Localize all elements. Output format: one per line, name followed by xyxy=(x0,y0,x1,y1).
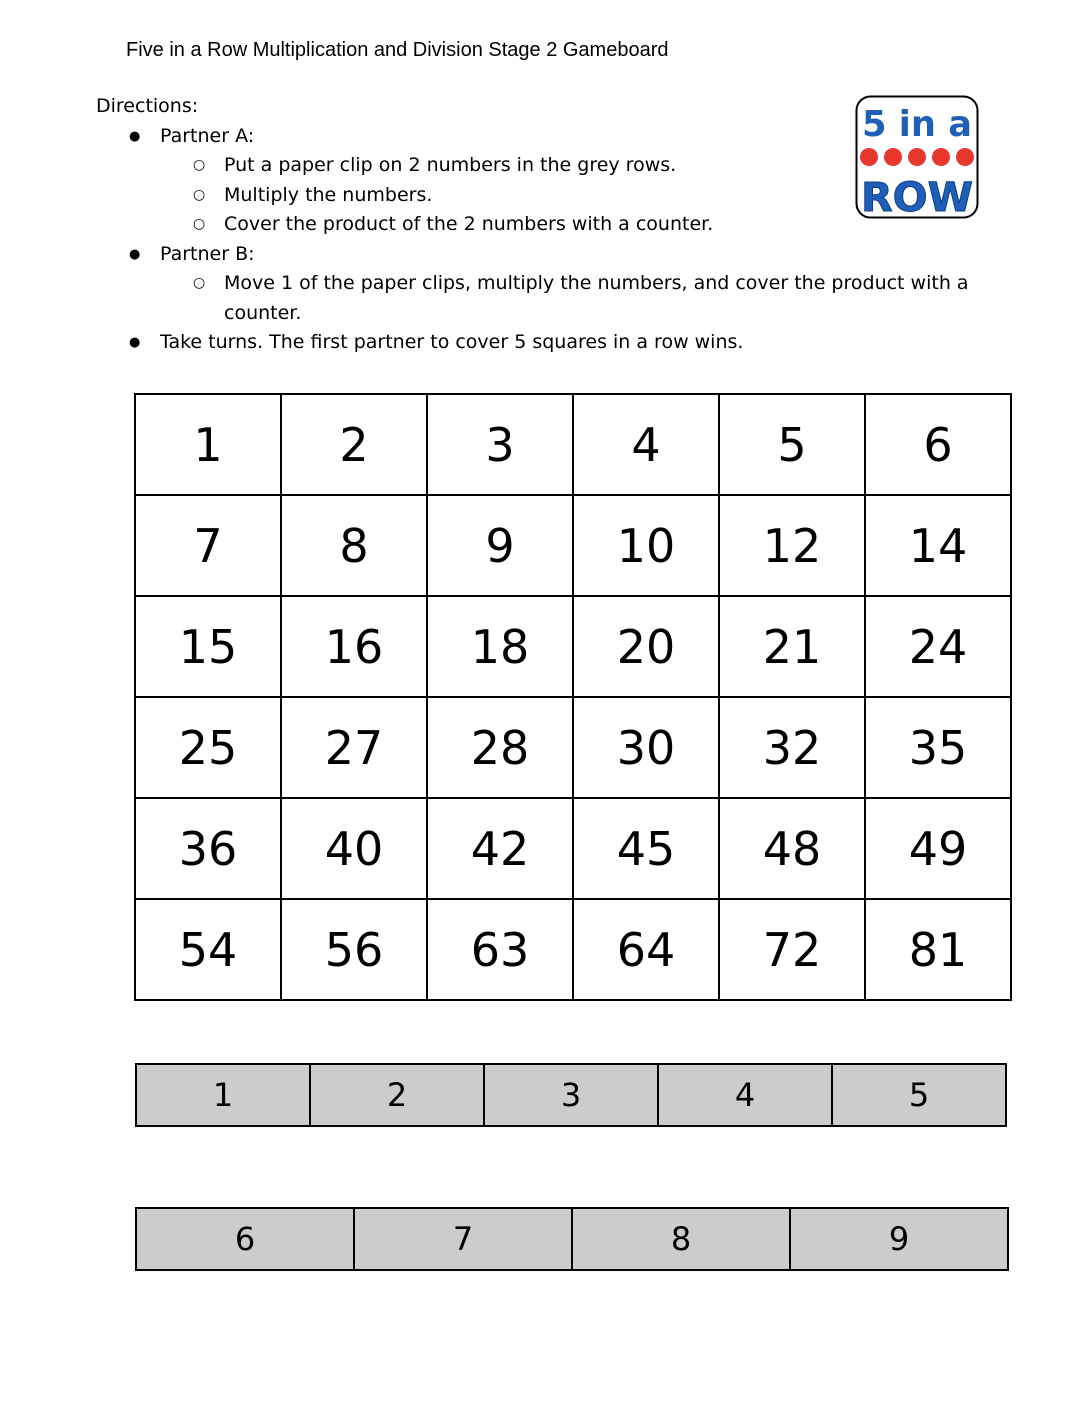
board-cell[interactable]: 8 xyxy=(281,495,427,596)
factor-cell[interactable]: 7 xyxy=(354,1208,572,1270)
board-cell[interactable]: 18 xyxy=(427,596,573,697)
factor-cell[interactable]: 6 xyxy=(136,1208,354,1270)
board-cell[interactable]: 14 xyxy=(865,495,1011,596)
board-row xyxy=(135,596,1011,697)
board-cell[interactable]: 56 xyxy=(281,899,427,1000)
board-cell[interactable]: 6 xyxy=(865,394,1011,495)
partner-b-steps xyxy=(160,269,1016,328)
board-cell[interactable]: 64 xyxy=(573,899,719,1000)
board-cell[interactable]: 54 xyxy=(135,899,281,1000)
board-row xyxy=(135,899,1011,1000)
board-cell[interactable]: 49 xyxy=(865,798,1011,899)
factor-cell[interactable]: 8 xyxy=(572,1208,790,1270)
board-cell[interactable]: 40 xyxy=(281,798,427,899)
factor-row-2 xyxy=(135,1207,1009,1271)
logo-dot xyxy=(932,148,950,166)
board-cell[interactable]: 5 xyxy=(719,394,865,495)
partner-a-step: ○ Cover the product of the 2 numbers with a counter. xyxy=(160,210,1016,240)
board-cell[interactable]: 9 xyxy=(427,495,573,596)
board-cell[interactable]: 25 xyxy=(135,697,281,798)
board-cell[interactable]: 20 xyxy=(573,596,719,697)
five-in-a-row-logo xyxy=(855,95,979,219)
board-row xyxy=(135,394,1011,495)
factor-cell[interactable]: 1 xyxy=(136,1064,310,1126)
board-cell[interactable]: 32 xyxy=(719,697,865,798)
directions-heading: Directions: xyxy=(96,95,199,117)
board-cell[interactable]: 1 xyxy=(135,394,281,495)
board-cell[interactable]: 16 xyxy=(281,596,427,697)
board-cell[interactable]: 3 xyxy=(427,394,573,495)
board-cell[interactable]: 45 xyxy=(573,798,719,899)
factor-cell[interactable]: 2 xyxy=(310,1064,484,1126)
board-row xyxy=(135,697,1011,798)
factor-cell[interactable]: 4 xyxy=(658,1064,832,1126)
partner-a-label: Partner A: xyxy=(160,124,255,147)
factor-cell[interactable]: 5 xyxy=(832,1064,1006,1126)
partner-a-step: ○ Multiply the numbers. xyxy=(160,181,1016,211)
board-cell[interactable]: 63 xyxy=(427,899,573,1000)
logo-dot xyxy=(956,148,974,166)
factor-cell[interactable]: 3 xyxy=(484,1064,658,1126)
board-row xyxy=(135,495,1011,596)
logo-line1: 5 in a xyxy=(862,104,972,145)
board-cell[interactable]: 4 xyxy=(573,394,719,495)
board-cell[interactable]: 35 xyxy=(865,697,1011,798)
logo-dot xyxy=(884,148,902,166)
board-cell[interactable]: 10 xyxy=(573,495,719,596)
factor-row-1 xyxy=(135,1063,1007,1127)
board-cell[interactable]: 27 xyxy=(281,697,427,798)
board-row xyxy=(135,798,1011,899)
final-instruction: ● Take turns. The first partner to cover 5 squares in a row wins. xyxy=(96,328,1016,358)
board-cell[interactable]: 72 xyxy=(719,899,865,1000)
logo-dot xyxy=(908,148,926,166)
partner-b-item xyxy=(96,240,1016,329)
board-cell[interactable]: 81 xyxy=(865,899,1011,1000)
board-cell[interactable]: 7 xyxy=(135,495,281,596)
board-cell[interactable]: 24 xyxy=(865,596,1011,697)
partner-a-step: ○ Put a paper clip on 2 numbers in the grey rows. xyxy=(160,151,1016,181)
board-cell[interactable]: 21 xyxy=(719,596,865,697)
logo-line2: ROW xyxy=(861,175,973,219)
board-cell[interactable]: 48 xyxy=(719,798,865,899)
board-cell[interactable]: 15 xyxy=(135,596,281,697)
logo-dot xyxy=(860,148,878,166)
board-cell[interactable]: 30 xyxy=(573,697,719,798)
factor-cell[interactable]: 9 xyxy=(790,1208,1008,1270)
board-cell[interactable]: 12 xyxy=(719,495,865,596)
page-title: Five in a Row Multiplication and Division Stage 2 Gameboard xyxy=(126,39,669,61)
board-cell[interactable]: 36 xyxy=(135,798,281,899)
partner-b-step: ○ Move 1 of the paper clips, multiply the numbers, and cover the product with a counter. xyxy=(160,269,1016,328)
partner-b-label: Partner B: xyxy=(160,242,255,265)
board-cell[interactable]: 28 xyxy=(427,697,573,798)
gameboard xyxy=(134,393,1012,1001)
board-cell[interactable]: 42 xyxy=(427,798,573,899)
board-cell[interactable]: 2 xyxy=(281,394,427,495)
